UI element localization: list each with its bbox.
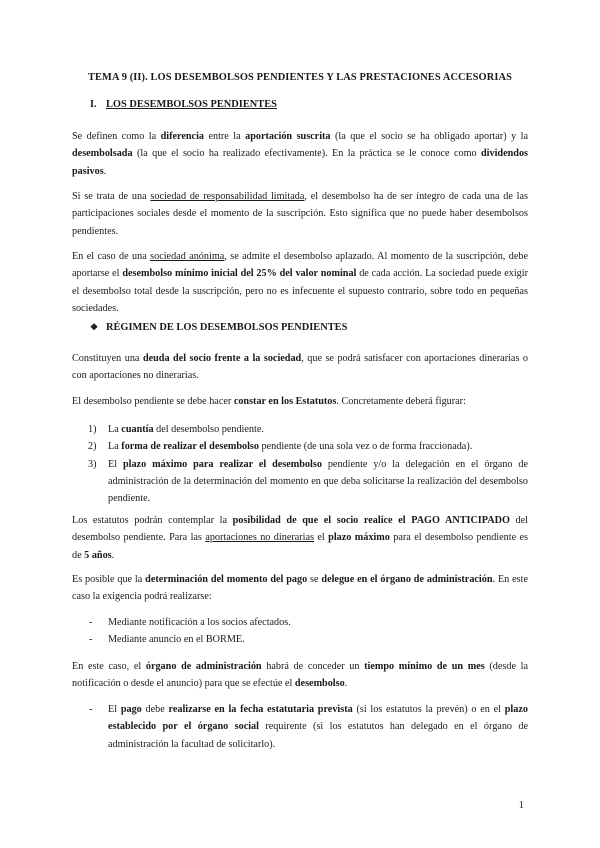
section-heading-1 (90, 99, 277, 110)
dash-list (72, 614, 528, 649)
list-item: 3) El plazo máximo para realizar el desembolso pendiente y/o la delegación en el órgano de administración de la determinación del momento en que deba solicitarse la realización del desembolso pendiente. (88, 458, 528, 505)
list-item: 1) La cuantía del desembolso pendiente. (88, 424, 264, 435)
paragraph-organo: En este caso, el órgano de administración habrá de conceder un tiempo mínimo de un mes (desde la notificación o desde el anuncio) para que se efectúe el desembolso. (72, 661, 528, 690)
paragraph-delegacion: Es posible que la determinación del momento del pago se delegue en el órgano de administración. En este caso la exigencia podrá realizarse: (72, 574, 528, 603)
dash-list-pago (72, 701, 528, 753)
paragraph-pago-anticipado: Los estatutos podrán contemplar la posibilidad de que el socio realice el PAGO ANTICIPADO del desembolso pendiente. Para las aportaciones no dinerarias el plazo máximo para el desembolso pendiente es de 5 años. (72, 515, 528, 561)
paragraph-srl: Si se trata de una sociedad de responsabilidad limitada, el desembolso ha de ser íntegro de cada una de las participaciones sociales desde el momento de la suscripción. Esto significa que no puede haber desembolsos pendientes. (72, 191, 528, 237)
section-number: I. (90, 99, 97, 110)
list-item: - Mediante anuncio en el BORME. (89, 634, 245, 646)
paragraph-deuda: Constituyen una deuda del socio frente a la sociedad, que se podrá satisfacer con aportaciones dinerarias o con aportaciones no dinerarias. (72, 353, 529, 382)
diamond-bullet-icon: ❖ (90, 322, 99, 332)
list-item: 2) La forma de realizar el desembolso pendiente (de una sola vez o de forma fraccionada). (88, 441, 473, 453)
list-item: - El pago debe realizarse en la fecha estatutaria prevista (si los estatutos la prevén) o en el plazo establecido por el órgano social requirente (si los estatutos han delegado en el órgano de administración la facultad de solicitarlo). (89, 704, 528, 750)
subsection-label: RÉGIMEN DE LOS DESEMBOLSOS PENDIENTES (106, 322, 348, 333)
subsection-heading (90, 322, 347, 333)
paragraph-estatutos: El desembolso pendiente se debe hacer constar en los Estatutos. Concretamente deberá figurar: (72, 396, 466, 407)
list-item: - Mediante notificación a los socios afectados. (89, 617, 291, 628)
document-title: TEMA 9 (II). LOS DESEMBOLSOS PENDIENTES Y LAS PRESTACIONES ACCESORIAS (88, 72, 512, 83)
numbered-list (72, 421, 528, 507)
paragraph-sa: En el caso de una sociedad anónima, se admite el desembolso aplazado. Al momento de la suscripción, debe aportarse el desembolso mínimo inicial del 25% del valor nominal de cada acción. La sociedad puede exigir el desembolso total desde la suscripción, pero no es infecuente el supuesto contrario, sobre todo en pequeñas sociedades. (72, 251, 528, 314)
page-number: 1 (518, 800, 524, 811)
paragraph-definition: Se definen como la diferencia entre la aportación suscrita (la que el socio se ha obligado aportar) y la desembolsada (la que el socio ha realizado efectivamente). En la práctica se le conoce como dividendos pasivos. (72, 131, 528, 177)
section-label: LOS DESEMBOLSOS PENDIENTES (106, 99, 277, 110)
